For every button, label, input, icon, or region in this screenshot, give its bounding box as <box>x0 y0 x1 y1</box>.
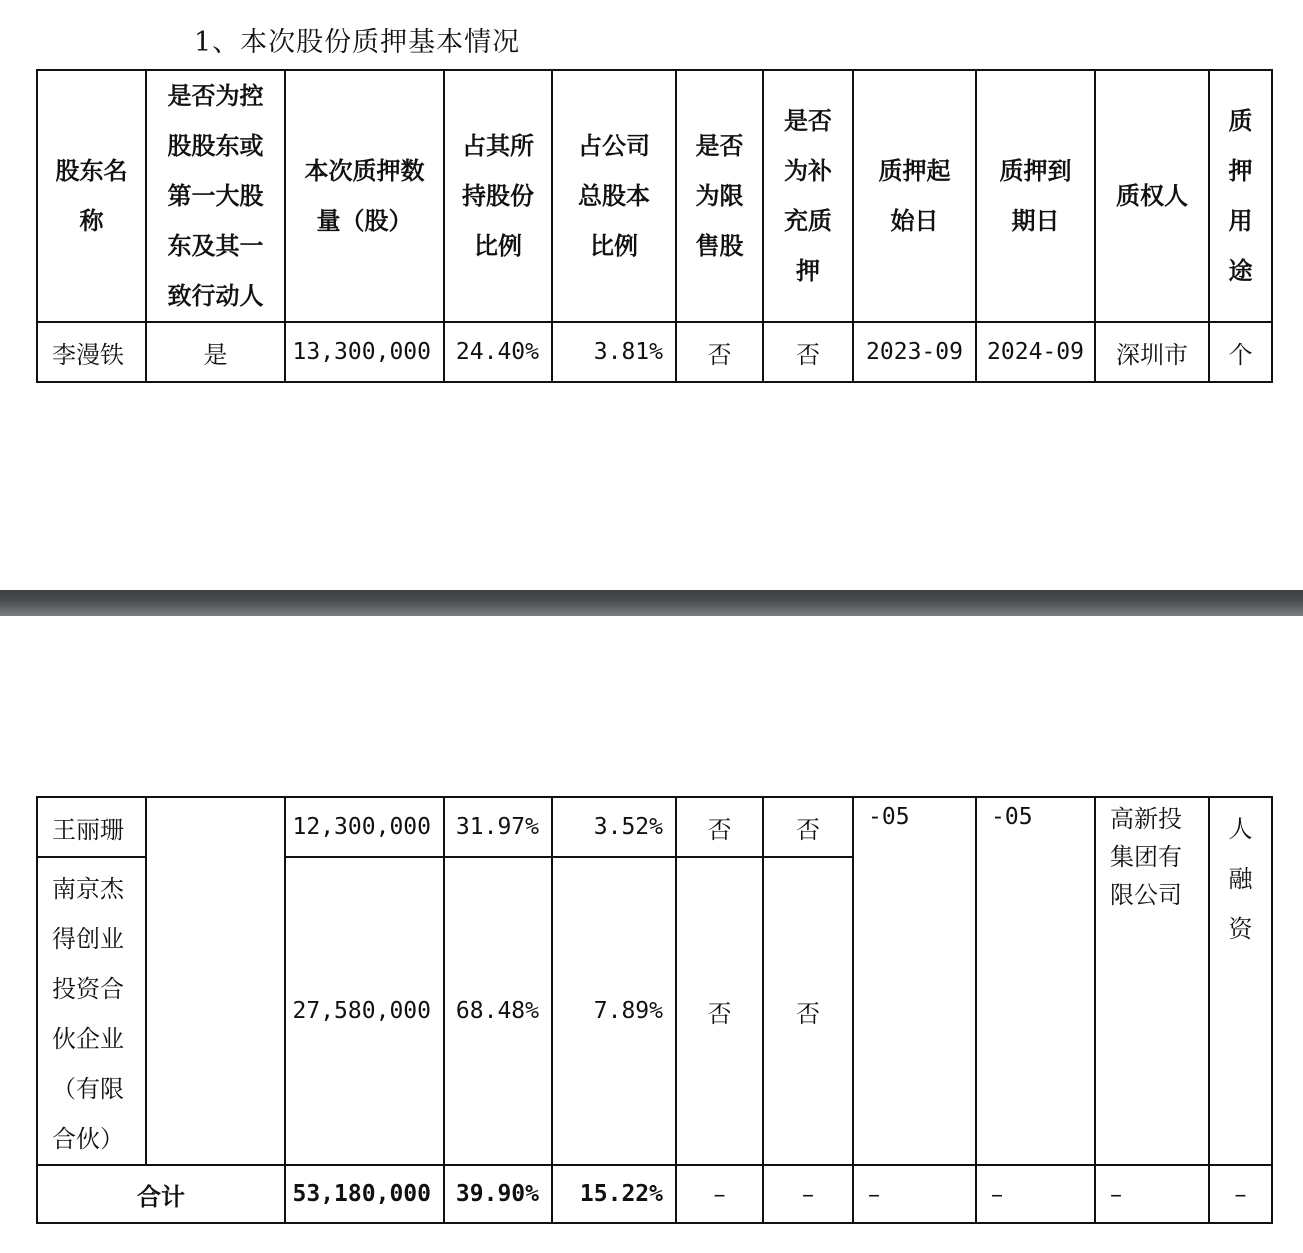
header-end-date: 质押到 期日 <box>976 70 1095 322</box>
total-row <box>37 1165 1272 1223</box>
section-title: 1、本次股份质押基本情况 <box>194 27 521 58</box>
page-bottom <box>0 616 1303 1253</box>
header-controlling: 是否为控 股股东或 第一大股 东及其一 致行动人 <box>146 70 285 322</box>
table-row <box>37 322 1272 382</box>
cell-pct-own: 24.40% <box>444 322 552 382</box>
total-start-date: – <box>853 1165 976 1223</box>
cell-qty: 12,300,000 <box>285 797 444 857</box>
table-header-row <box>37 70 1272 322</box>
pledge-table-page2 <box>36 796 1273 1224</box>
header-pct-own: 占其所 持股份 比例 <box>444 70 552 322</box>
cell-name: 李漫铁 <box>37 322 146 382</box>
cell-name: 南京杰 得创业 投资合 伙企业 （有限 合伙） <box>37 857 146 1165</box>
cell-pledgee: 深圳市 <box>1095 322 1209 382</box>
header-restricted: 是否 为限 售股 <box>676 70 763 322</box>
header-pledge-qty: 本次质押数 量（股） <box>285 70 444 322</box>
cell-pct-total: 3.81% <box>552 322 676 382</box>
header-supplementary: 是否 为补 充质 押 <box>763 70 853 322</box>
table-row <box>37 797 1272 857</box>
header-shareholder: 股东名 称 <box>37 70 146 322</box>
total-end-date: – <box>976 1165 1095 1223</box>
cell-controlling: 是 <box>146 322 285 382</box>
cell-restricted: 否 <box>676 797 763 857</box>
cell-start-date: 2023-09 <box>853 322 976 382</box>
cell-start-date-cont: -05 <box>853 797 976 1165</box>
cell-name: 王丽珊 <box>37 797 146 857</box>
pledge-table-page1 <box>36 69 1273 383</box>
cell-end-date-cont: -05 <box>976 797 1095 1165</box>
total-supplementary: – <box>763 1165 853 1223</box>
total-restricted: – <box>676 1165 763 1223</box>
cell-supplementary: 否 <box>763 322 853 382</box>
cell-qty: 27,580,000 <box>285 857 444 1165</box>
header-pledgee: 质权人 <box>1095 70 1209 322</box>
header-purpose: 质 押 用 途 <box>1209 70 1272 322</box>
cell-supplementary: 否 <box>763 797 853 857</box>
cell-controlling-merged <box>146 797 285 1165</box>
cell-purpose: 个 <box>1209 322 1272 382</box>
cell-pct-own: 31.97% <box>444 797 552 857</box>
cell-purpose-cont: 人 融 资 <box>1209 797 1272 1165</box>
total-pct-own: 39.90% <box>444 1165 552 1223</box>
page-break-gap <box>0 590 1303 616</box>
cell-pct-own: 68.48% <box>444 857 552 1165</box>
total-label: 合计 <box>37 1165 285 1223</box>
cell-supplementary: 否 <box>763 857 853 1165</box>
page-top <box>0 0 1303 590</box>
header-start-date: 质押起 始日 <box>853 70 976 322</box>
total-pct-total: 15.22% <box>552 1165 676 1223</box>
cell-pct-total: 3.52% <box>552 797 676 857</box>
total-qty: 53,180,000 <box>285 1165 444 1223</box>
total-pledgee: – <box>1095 1165 1209 1223</box>
cell-qty: 13,300,000 <box>285 322 444 382</box>
cell-pct-total: 7.89% <box>552 857 676 1165</box>
header-pct-total: 占公司 总股本 比例 <box>552 70 676 322</box>
cell-pledgee-cont: 高新投 集团有 限公司 <box>1095 797 1209 1165</box>
cell-restricted: 否 <box>676 322 763 382</box>
total-purpose: – <box>1209 1165 1272 1223</box>
cell-end-date: 2024-09 <box>976 322 1095 382</box>
cell-restricted: 否 <box>676 857 763 1165</box>
